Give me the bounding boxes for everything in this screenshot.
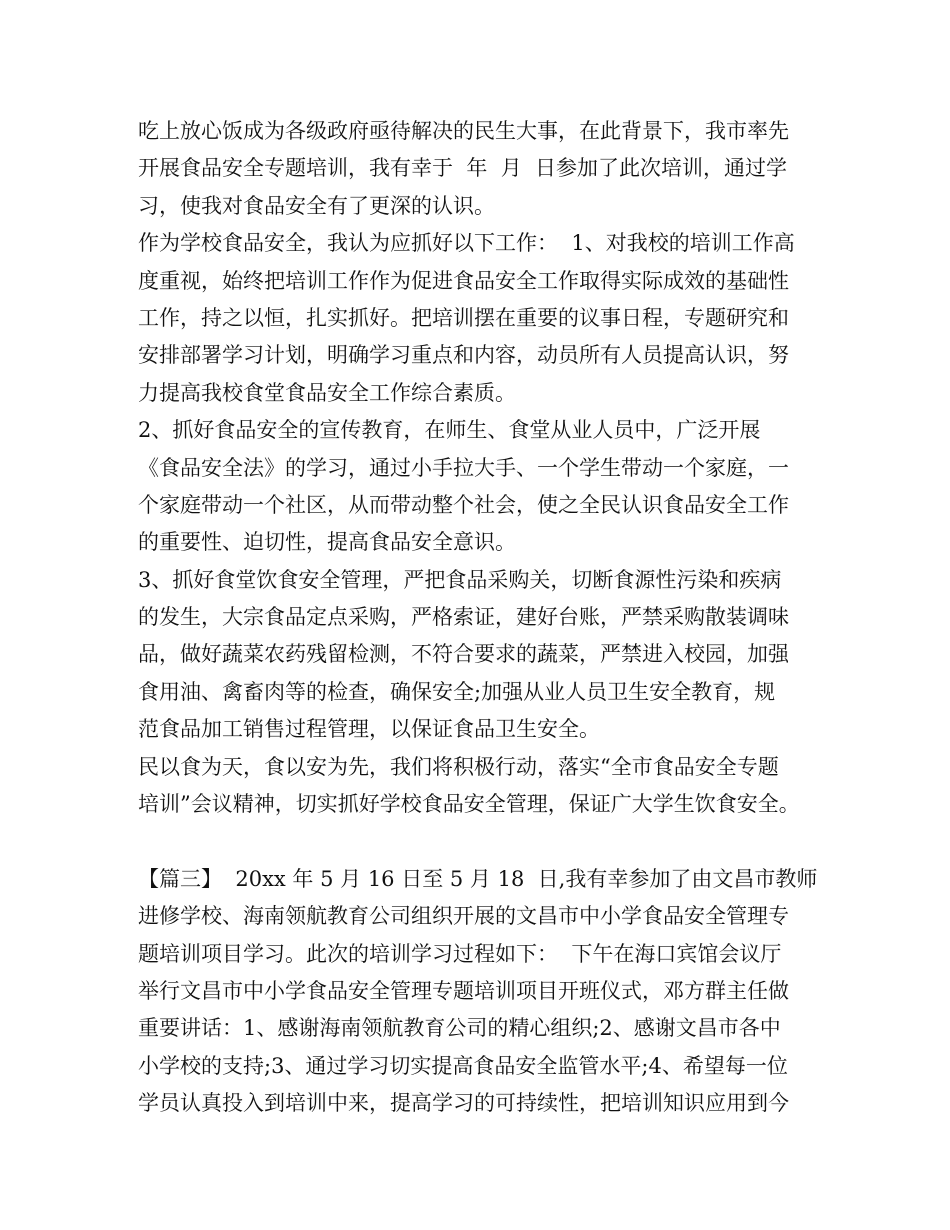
text-line: 作为学校食品安全，我认为应抓好以下工作： 1、对我校的培训工作高 [138, 231, 795, 256]
text-line: 进修学校、海南领航教育公司组织开展的文昌市中小学食品安全管理专 [138, 904, 789, 929]
text-line: 《食品安全法》的学习，通过小手拉大手、一个学生带动一个家庭，一 [138, 455, 789, 480]
text-line: 品，做好蔬菜农药残留检测，不符合要求的蔬菜，严禁进入校园，加强 [138, 642, 789, 667]
text-line: 食用油、禽畜肉等的检查，确保安全;加强从业人员卫生安全教育，规 [138, 679, 776, 704]
text-line: 举行文昌市中小学食品安全管理专题培训项目开班仪式，邓方群主任做 [138, 978, 789, 1003]
text-line: 的重要性、迫切性，提高食品安全意识。 [138, 530, 516, 555]
text-line: 吃上放心饭成为各级政府亟待解决的民生大事，在此背景下，我市率先 [138, 119, 789, 143]
text-line: 的发生，大宗食品定点采购，严格索证，建好台账，严禁采购散装调味 [138, 605, 789, 630]
text-line: 民以食为天，食以安为先，我们将积极行动，落实“全市食品安全专题 [138, 754, 779, 779]
text-line: 2、抓好食品安全的宣传教育，在师生、食堂从业人员中，广泛开展 [138, 418, 761, 443]
text-line: 学员认真投入到培训中来，提高学习的可持续性，把培训知识应用到今 [138, 1091, 789, 1116]
text-line: 个家庭带动一个社区，从而带动整个社会，使之全民认识食品安全工作 [138, 492, 789, 517]
text-line: 开展食品安全专题培训，我有幸于 年 月 日参加了此次培训，通过学 [138, 156, 788, 181]
text-line: 题培训项目学习。此次的培训学习过程如下： 下午在海口宾馆会议厅 [138, 941, 782, 966]
text-line: 培训”会议精神，切实抓好学校食品安全管理，保证广大学生饮食安全。 [138, 792, 800, 817]
document-body [138, 113, 838, 1123]
text-line: 习，使我对食品安全有了更深的认识。 [138, 193, 495, 218]
text-line: 3、抓好食堂饮食安全管理，严把食品采购关，切断食源性污染和疾病 [138, 567, 782, 592]
text-line: 工作，持之以恒，扎实抓好。把培训摆在重要的议事日程，专题研究和 [138, 305, 789, 330]
text-line: 【篇三】 20xx 年 5 月 16 日至 5 月 18 日,我有幸参加了由文昌市教师 [138, 866, 818, 891]
text-line: 安排部署学习计划，明确学习重点和内容，动员所有人员提高认识，努 [138, 343, 789, 368]
text-line: 力提高我校食堂食品安全工作综合素质。 [138, 380, 516, 405]
paragraph-spacer [138, 823, 838, 860]
text-line: 度重视，始终把培训工作作为促进食品安全工作取得实际成效的基础性 [138, 268, 789, 293]
text-line: 范食品加工销售过程管理，以保证食品卫生安全。 [138, 717, 600, 742]
text-line: 重要讲话：1、感谢海南领航教育公司的精心组织;2、感谢文昌市各中 [138, 1016, 781, 1041]
text-line: 小学校的支持;3、通过学习切实提高食品安全监管水平;4、希望每一位 [138, 1053, 788, 1078]
